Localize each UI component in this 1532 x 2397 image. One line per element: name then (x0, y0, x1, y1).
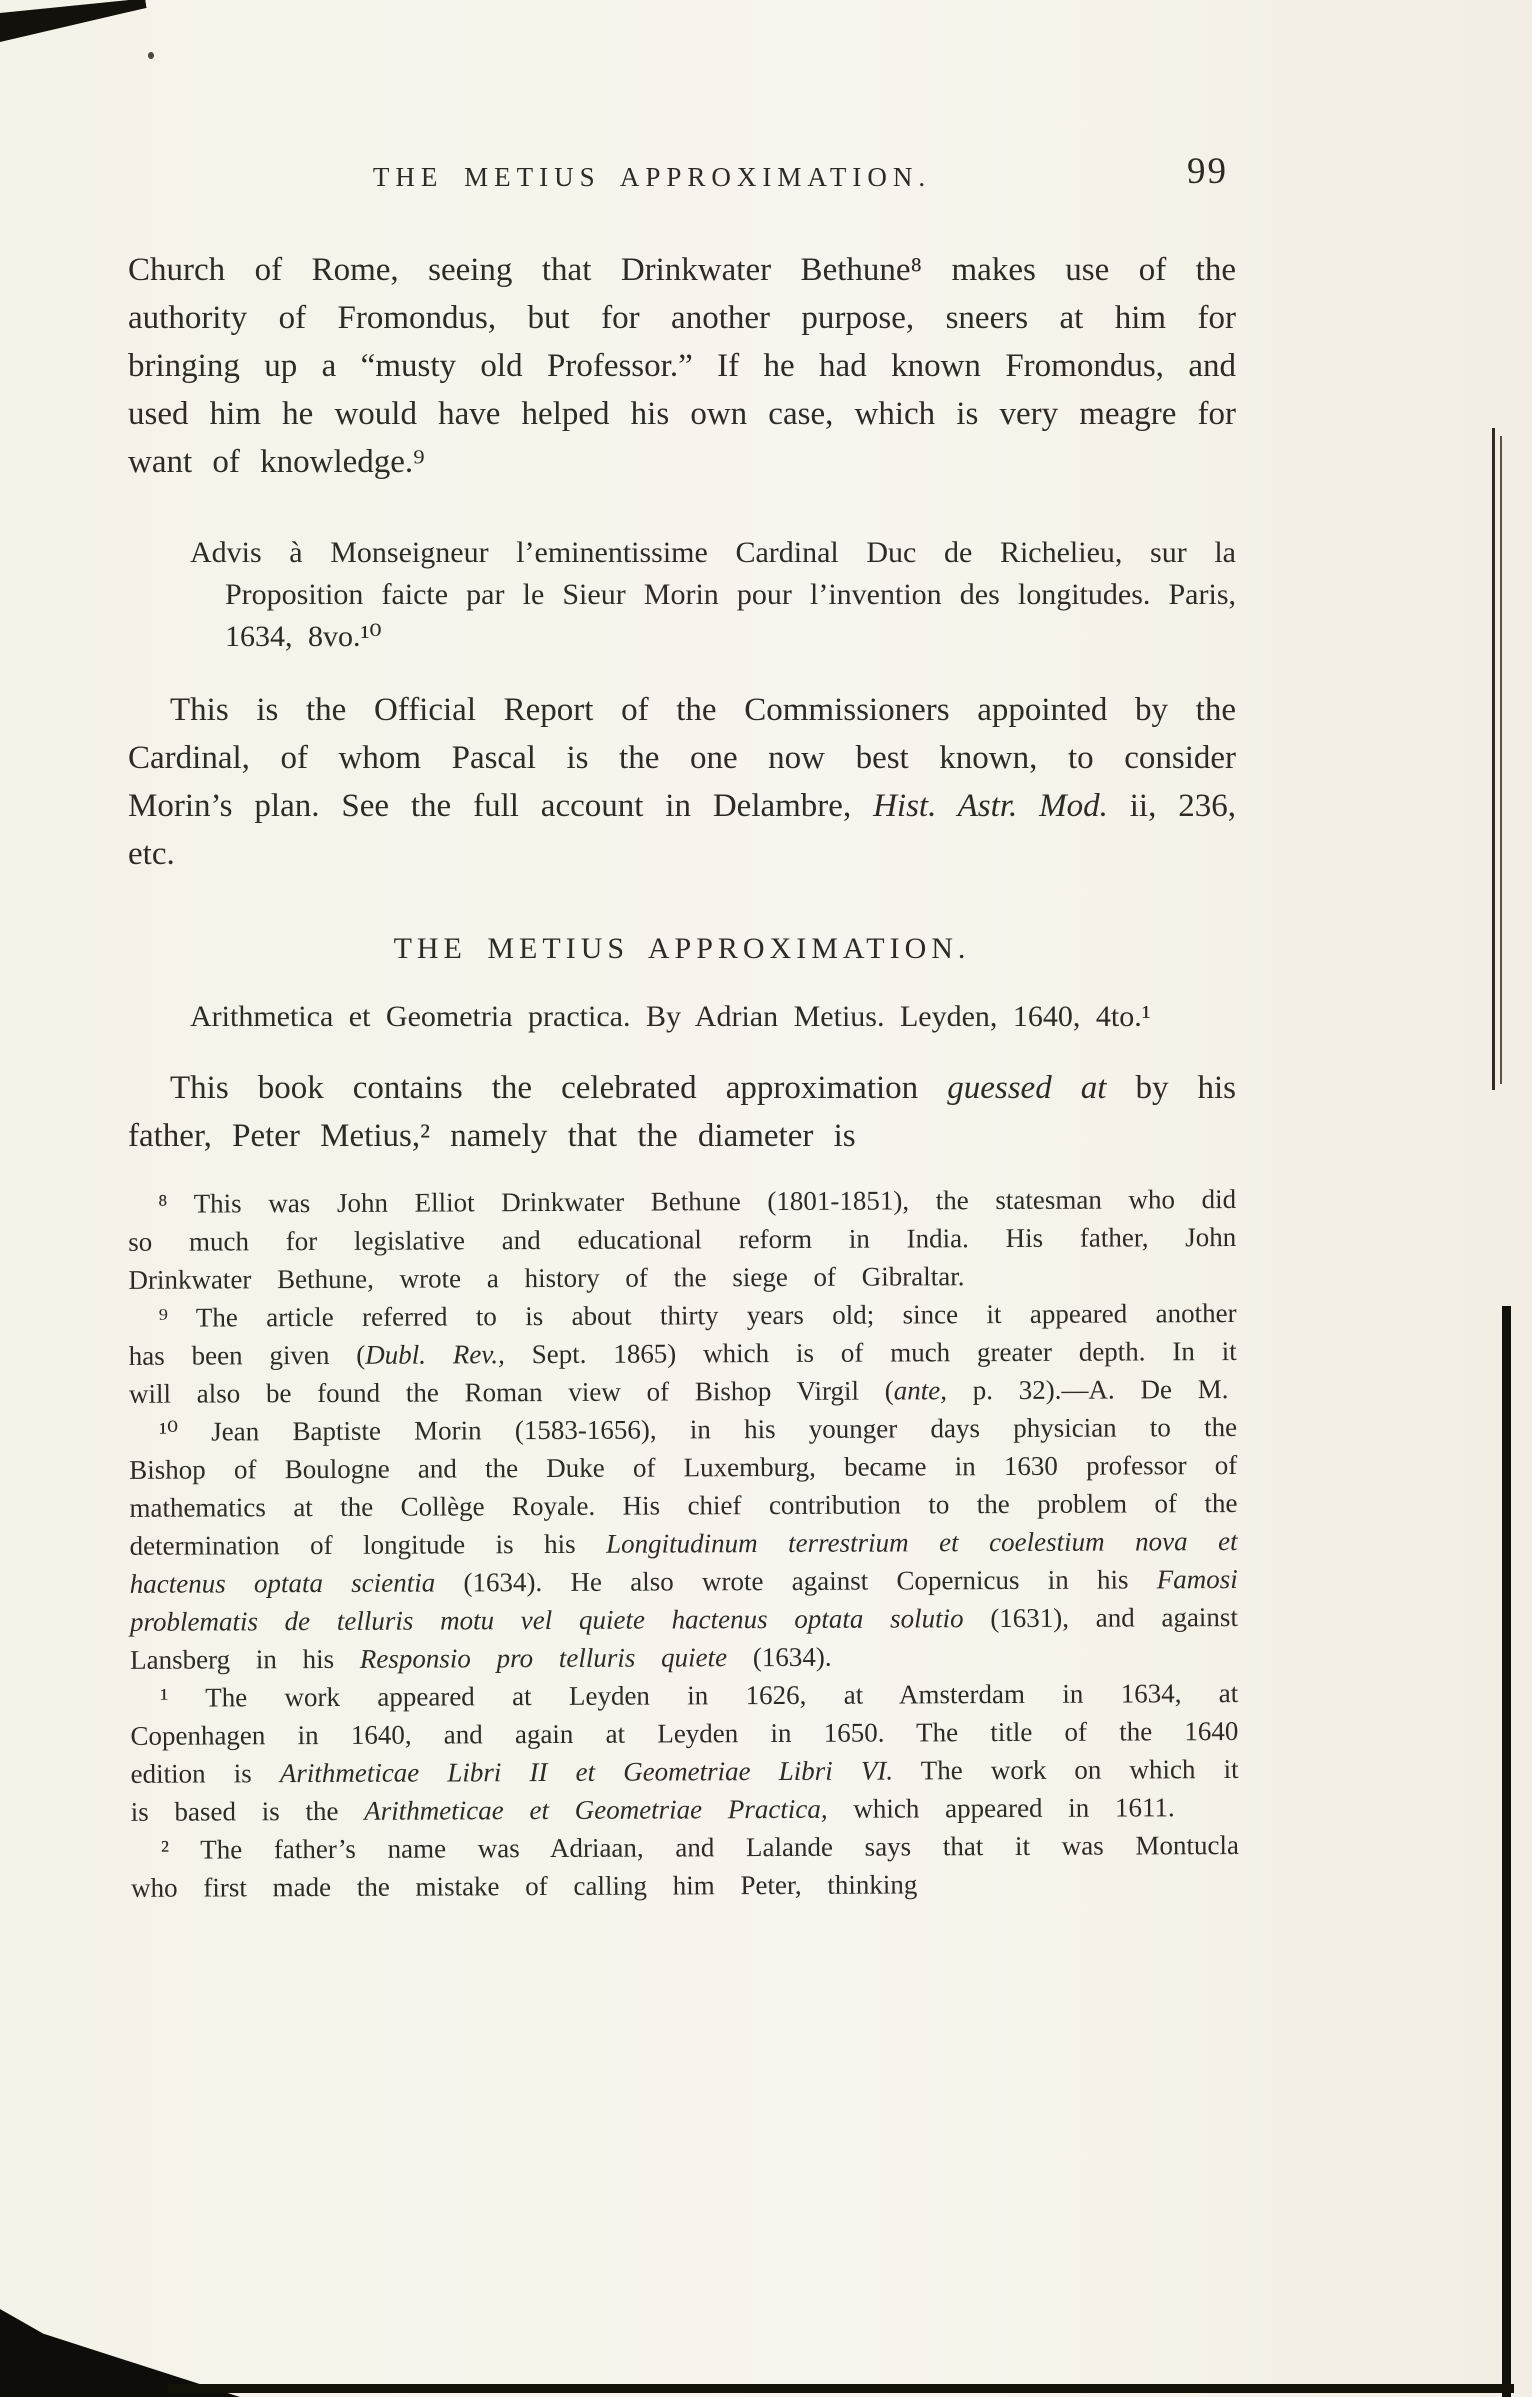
footnote-1: ¹ The work appeared at Leyden in 1626, at Amsterdam in 1634, at Copenhagen in 1640, and again at Leyden in 1650. The title of the 1640 edition is Arithmeticae Libri II et Geometriae Libri VI. The work on which it is based is the Arithmeticae et Geometriae Practica, which appeared in 1611. (130, 1677, 1239, 1827)
scan-artifact-right-line-upper-2 (1500, 436, 1502, 1084)
paragraph-this-book: This book contains the celebrated approximation guessed at by his father, Peter Metius,² namely that the diameter is (128, 1070, 1236, 1154)
paragraph-official-report: This is the Official Report of the Commissioners appointed by the Cardinal, of whom Pascal is the one now best known, to consider Morin’s plan. See the full account in Delambre, Hist. Astr. Mod. ii, 236, etc. (128, 692, 1236, 872)
page-text (128, 246, 1239, 1903)
scan-artifact-top-left-mark (0, 0, 148, 44)
footnote-9: ⁹ The article referred to is about thirty years old; since it appeared another has been given (Dubl. Rev., Sept. 1865) which is of much greater depth. In it will also be found the Roman view of Bishop Virgil (ante, p. 32).—A. De M. (128, 1297, 1237, 1409)
scan-artifact-right-line-upper (1492, 428, 1495, 1090)
scan-artifact-bottom-bar (168, 2384, 1514, 2393)
section-heading-metius-approximation: THE METIUS APPROXIMATION. (393, 932, 971, 965)
footnote-10: ¹⁰ Jean Baptiste Morin (1583-1656), in his younger days physician to the Bishop of Boulogne and the Duke of Luxemburg, became in 1630 professor of mathematics at the Collège Royale. His chief contribution to the problem of the determination of longitude is his Longitudinum terrestrium et coelestium nova et hactenus optata scientia (1634). He also wrote against Copernicus in his Famosi problematis de telluris motu vel quiete hactenus optata solutio (1631), and against Lansberg in his Responsio pro telluris quiete (1634). (129, 1411, 1238, 1675)
footnote-8: ⁸ This was John Elliot Drinkwater Bethune (1801-1851), the statesman who did so much for legislative and educational reform in India. His father, John Drinkwater Bethune, wrote a history of the siege of Gibraltar. (128, 1184, 1237, 1295)
page-number: 99 (1187, 151, 1228, 192)
citation-advis-richelieu: Advis à Monseigneur l’eminentissime Cardinal Duc de Richelieu, sur la Proposition faicte par le Sieur Morin pour l’invention des longitudes. Paris, 1634, 8vo.¹⁰ (190, 536, 1236, 653)
running-title: THE METIUS APPROXIMATION. (372, 162, 932, 192)
page-header (128, 150, 1236, 210)
footnote-2: ² The father’s name was Adriaan, and Lalande says that it was Montucla who first made the mistake of calling him Peter, thinking (131, 1829, 1239, 1903)
footnotes-section (128, 1180, 1239, 1907)
scan-artifact-right-line-lower (1502, 1306, 1511, 2397)
paragraph-church-of-rome: Church of Rome, seeing that Drinkwater Bethune⁸ makes use of the authority of Fromondus, but for another purpose, sneers at him for bringing up a “musty old Professor.” If he had known Fromondus, and used him he would have helped his own case, which is very meagre for want of knowledge.⁹ (128, 252, 1236, 480)
citation-arithmetica-metius: Arithmetica et Geometria practica. By Adrian Metius. Leyden, 1640, 4to.¹ (190, 1000, 1151, 1033)
scan-artifact-speck (148, 52, 154, 59)
